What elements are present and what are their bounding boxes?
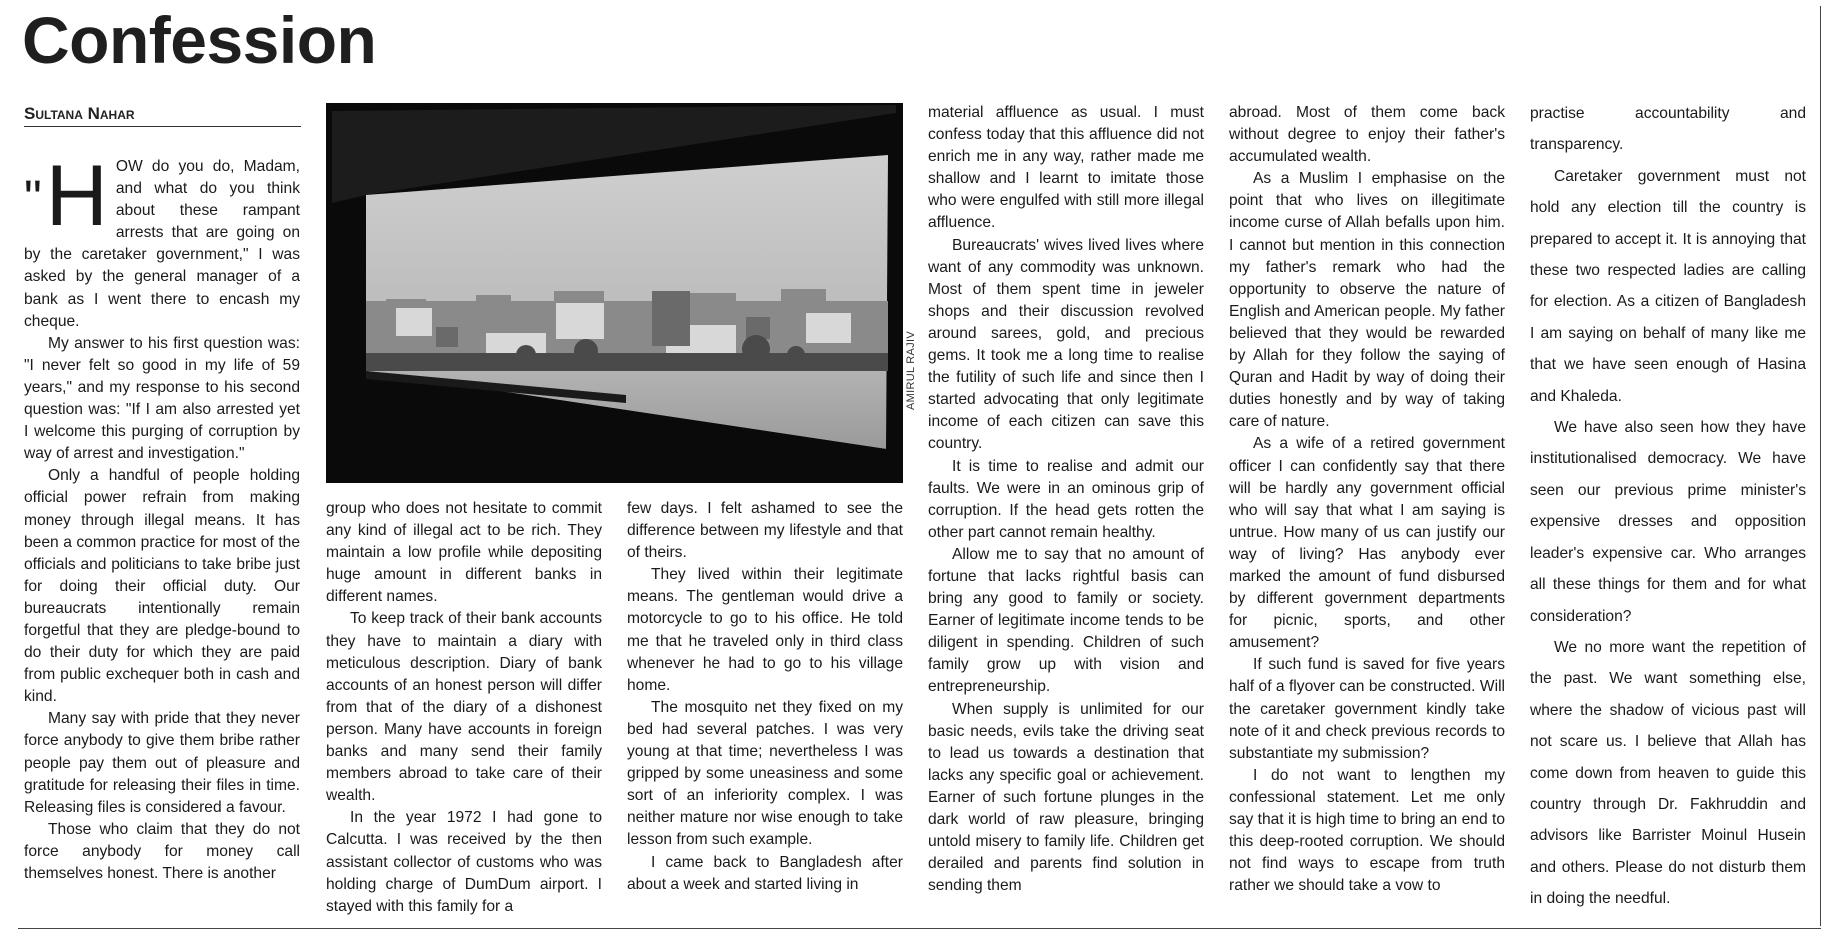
article-column-1 bbox=[24, 156, 300, 926]
article-column-3 bbox=[627, 498, 903, 928]
paragraph: If such fund is saved for five years half of a flyover can be constructed. Will the caretaker government kindly take note of it and check previous records to substantiate my submission? bbox=[1229, 656, 1505, 762]
paragraph: Only a handful of people holding official power refrain from making money through illegal means. It has been a common practice for most of the officials and politicians to take bribe just for doing their official duty. Our bureaucrats intentionally remain forgetful that they are pledge-bound to do their duty for which they are paid from public exchequer both in cash and kind. bbox=[24, 467, 300, 706]
paragraph: few days. I felt ashamed to see the difference between my lifestyle and that of theirs. bbox=[627, 500, 903, 562]
article-column-4 bbox=[928, 102, 1204, 928]
photo-credit: AMIRUL RAJIV bbox=[905, 331, 917, 410]
paragraph: I came back to Bangladesh after about a week and started living in bbox=[627, 853, 903, 893]
paragraph: When supply is unlimited for our basic needs, evils take the driving seat to lead us towards a destination that lacks any specific goal or achievement. Earner of such fortune plunges in the dark world of raw pleasure, bringing untold misery to family life. Children get derailed and parents find solution in sending them bbox=[928, 700, 1204, 895]
dropcap bbox=[24, 156, 108, 244]
paragraph: Bureaucrats' wives lived lives where want of any commodity was unknown. Most of them spent time in jeweler shops and their discussion revolved around sarees, gold, and precious gems. It took me a long time to realise the futility of such life and since then I started advocating that only legitimate income of each citizen can save this country. bbox=[928, 236, 1204, 453]
dropcap-letter: H bbox=[45, 156, 108, 244]
byline-rule bbox=[24, 126, 301, 127]
article-column-6 bbox=[1530, 98, 1806, 928]
paragraph: practise accountability and transparency. bbox=[1530, 105, 1806, 154]
paragraph: We no more want the repetition of the past. We want something else, where the shadow of vicious past will not scare us. I believe that Allah has come down from heaven to guide this country through Dr. Fakhruddin and advisors like Barrister Moinul Husein and others. Please do not disturb them in doing the needful. bbox=[1530, 638, 1806, 908]
paragraph: group who does not hesitate to commit any kind of illegal act to be rich. They maintain a low profile while depositing huge amount in different banks in different names. bbox=[326, 500, 602, 606]
dropcap-quote: " bbox=[24, 170, 42, 226]
paragraph: abroad. Most of them come back without degree to enjoy their father's accumulated wealth. bbox=[1229, 104, 1505, 166]
paragraph: To keep track of their bank accounts they have to maintain a diary with meticulous description. Diary of bank accounts of an honest person will differ from that of the diary of a dishonest person. Many have accounts in foreign banks and many send their family members abroad to take care of their wealth. bbox=[326, 610, 602, 805]
page-frame-right bbox=[1820, 6, 1821, 926]
page-frame-bottom bbox=[18, 928, 1821, 929]
paragraph: The mosquito net they fixed on my bed had several patches. I was very young at that time; nevertheless I was gripped by some uneasiness and some sort of an inferiority complex. I was neither mature nor wise enough to take lesson from such example. bbox=[627, 698, 903, 849]
paragraph: As a Muslim I emphasise on the point that who lives on illegitimate income curse of Allah befalls upon him. I cannot but mention in this connection my father's remark who had the opportunity to observe the nature of English and American people. My father believed that they would be rewarded by Allah for they follow the saying of Quran and Hadit by way of doing their duties honestly and by way of taking care of nature. bbox=[1229, 170, 1505, 431]
paragraph-text: OW do you do, Madam, and what do you think about these rampant arrests that are going on by the caretaker government," I was asked by the general manager of a bank as I went there to encash my cheque. bbox=[24, 158, 300, 330]
paragraph: They lived within their legitimate means. The gentleman would drive a motorcycle to go to his office. He told me that he traveled only in third class whenever he had to go to his village home. bbox=[627, 566, 903, 694]
article-headline: Confession bbox=[22, 3, 377, 77]
paragraph: It is time to realise and admit our faults. We were in an ominous grip of corruption. If the head gets rotten the other part cannot remain healthy. bbox=[928, 457, 1204, 541]
article-column-5 bbox=[1229, 102, 1505, 928]
paragraph: Allow me to say that no amount of fortune that lacks rightful basis can bring any good to family or society. Earner of legitimate income tends to be diligent in spending. Children of such family grow up with vision and entrepreneurship. bbox=[928, 545, 1204, 696]
article-column-2 bbox=[326, 498, 602, 928]
byline: Sultana Nahar bbox=[24, 104, 135, 123]
city-photo bbox=[326, 103, 903, 483]
paragraph: Those who claim that they do not force anybody for money call themselves honest. There is another bbox=[24, 820, 300, 882]
paragraph: Many say with pride that they never force anybody to give them bribe rather people pay them out of pleasure and gratitude for releasing their files in time. Releasing files is considered a favour. bbox=[24, 710, 300, 816]
city-skyline-image bbox=[326, 103, 903, 483]
paragraph: I do not want to lengthen my confessional statement. Let me only say that it is high time to bring an end to this deep-rooted corruption. We should not find ways to escape from truth rather we should take a vow to bbox=[1229, 766, 1505, 895]
paragraph: In the year 1972 I had gone to Calcutta. I was received by the then assistant collector of customs who was holding charge of DumDum airport. I stayed with this family for a bbox=[326, 809, 602, 915]
paragraph bbox=[24, 156, 300, 333]
paragraph: Caretaker government must not hold any election till the country is prepared to accept it. It is annoying that these two respected ladies are calling for election. As a citizen of Bangladesh I am saying on behalf of many like me that we have seen enough of Hasina and Khaleda. bbox=[1530, 167, 1806, 405]
paragraph: As a wife of a retired government officer I can confidently say that there will be hardly any government official who will say that what I am saying is untrue. How many of us can justify our way of living? Has anybody ever marked the amount of fund disbursed by different government departments for picnic, sports, and other amusement? bbox=[1229, 435, 1505, 652]
paragraph: material affluence as usual. I must confess today that this affluence did not enrich me in any way, rather made me shallow and I learnt to imitate those who were engulfed with still more illegal affluence. bbox=[928, 104, 1204, 232]
paragraph: My answer to his first question was: "I never felt so good in my life of 59 years," and my response to his second question was: "If I am also arrested yet I welcome this purging of corruption by way of arrest and investigation." bbox=[24, 334, 300, 463]
paragraph: We have also seen how they have institutionalised democracy. We have seen our previous prime minister's expensive dresses and opposition leader's expensive car. Who arranges all these things for them and for what consideration? bbox=[1530, 419, 1806, 625]
